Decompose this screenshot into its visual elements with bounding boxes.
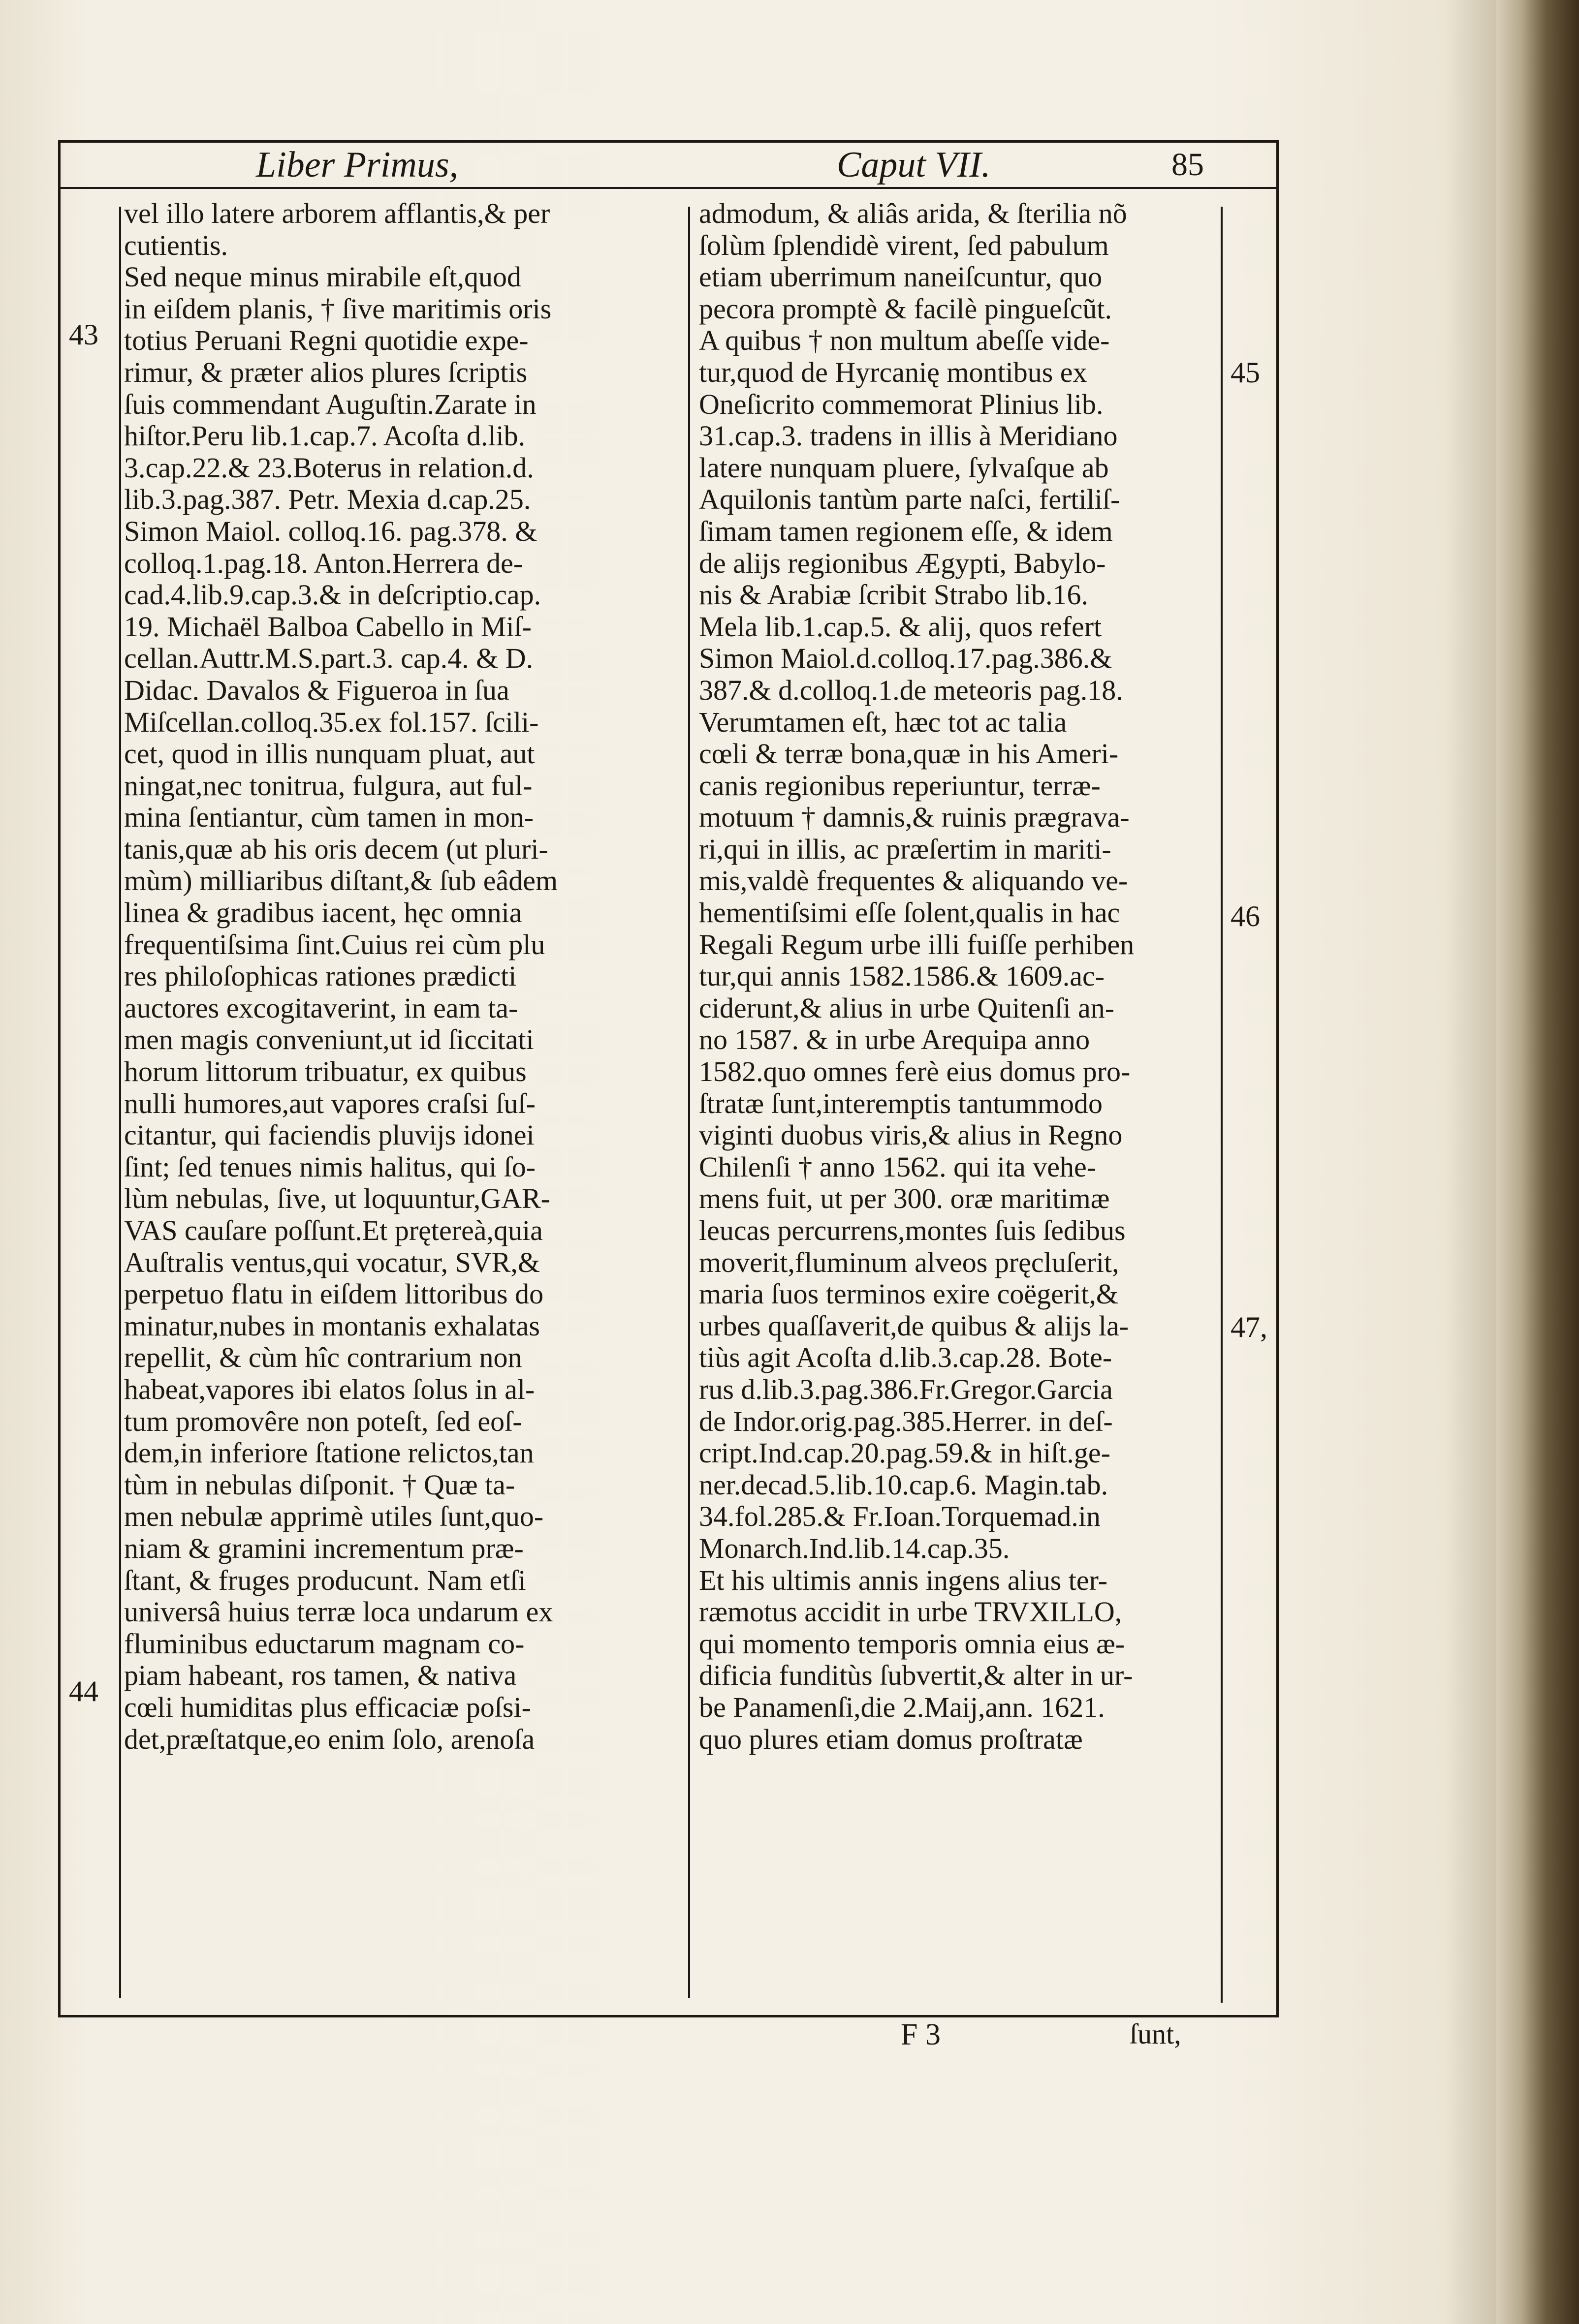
text-line: res philoſophicas rationes prædicti <box>124 960 517 992</box>
text-line: lib.3.pag.387. Petr. Mexia d.cap.25. <box>124 483 531 516</box>
text-line: piam habeant, ros tamen, & nativa <box>124 1659 517 1692</box>
text-line: tiùs agit Acoſta d.lib.3.cap.28. Bote- <box>699 1341 1112 1374</box>
text-line: latere nunquam pluere, ſylvaſque ab <box>699 451 1109 484</box>
text-line: 34.fol.285.& Fr.Ioan.Torquemad.in <box>699 1500 1101 1533</box>
text-line: Aquilonis tantùm parte naſci, fertiliſ- <box>699 483 1120 516</box>
page-number: 85 <box>1171 147 1204 183</box>
text-line: pecora promptè & facilè pingueſcũt. <box>699 292 1112 325</box>
text-line: auctores excogitaverint, in eam ta- <box>124 992 518 1024</box>
text-line: mis,valdè frequentes & aliquando ve- <box>699 865 1128 897</box>
text-line: universâ huius terræ loca undarum ex <box>124 1596 553 1628</box>
left-column-rule <box>119 207 121 1998</box>
text-line: frequentiſsima ſint.Cuius rei cùm plu <box>124 928 545 961</box>
text-line: urbes quaſſaverit,de quibus & alijs la- <box>699 1309 1129 1342</box>
text-line: dificia funditùs ſubvertit,& alter in ur- <box>699 1659 1133 1692</box>
text-line: cellan.Auttr.M.S.part.3. cap.4. & D. <box>124 642 534 675</box>
text-line: 1582.quo omnes ferè eius domus pro- <box>699 1055 1131 1088</box>
text-line: viginti duobus viris,& alius in Regno <box>699 1119 1123 1151</box>
text-line: lùm nebulas, ſive, ut loquuntur,GAR- <box>124 1182 550 1215</box>
text-line: motuum † damnis,& ruinis prægrava- <box>699 801 1130 834</box>
text-line: tur,quod de Hyrcanię montibus ex <box>699 356 1087 388</box>
text-line: 31.cap.3. tradens in illis à Meridiano <box>699 420 1118 452</box>
text-line: ſuis commendant Auguſtin.Zarate in <box>124 388 537 420</box>
text-line: Monarch.Ind.lib.14.cap.35. <box>699 1532 1010 1564</box>
text-line: in eiſdem planis, † ſive maritimis oris <box>124 292 552 325</box>
text-line: quo plures etiam domus proſtratæ <box>699 1723 1083 1755</box>
text-line: tùm in nebulas diſponit. † Quæ ta- <box>124 1468 515 1501</box>
text-line: Et his ultimis annis ingens alius ter- <box>699 1564 1108 1596</box>
text-line: 387.& d.colloq.1.de meteoris pag.18. <box>699 674 1123 706</box>
text-line: cript.Ind.cap.20.pag.59.& in hiſt.ge- <box>699 1437 1110 1469</box>
text-line: linea & gradibus iacent, hęc omnia <box>124 897 522 929</box>
signature-mark: F 3 <box>901 2018 941 2051</box>
margin-number-43: 43 <box>69 318 98 351</box>
text-line: niam & gramini incrementum præ- <box>124 1532 524 1564</box>
catchword: ſunt, <box>1130 2018 1181 2050</box>
text-line: horum littorum tribuatur, ex quibus <box>124 1055 527 1088</box>
text-line: minatur,nubes in montanis exhalatas <box>124 1309 540 1342</box>
running-head-right: Caput VII. <box>837 145 991 185</box>
text-line: Simon Maiol. colloq.16. pag.378. & <box>124 515 537 547</box>
text-line: de Indor.orig.pag.385.Herrer. in deſ- <box>699 1405 1113 1437</box>
text-line: mùm) milliaribus diſtant,& ſub eâdem <box>124 865 558 897</box>
text-line: cœli & terræ bona,quæ in his Ameri- <box>699 738 1119 770</box>
text-line: citantur, qui faciendis pluvijs idonei <box>124 1119 535 1151</box>
text-line: 3.cap.22.& 23.Boterus in relation.d. <box>124 451 534 484</box>
text-line: Sed neque minus mirabile eſt,quod <box>124 261 522 293</box>
text-line: ſint; ſed tenues nimis halitus, qui ſo- <box>124 1150 536 1183</box>
text-line: tur,qui annis 1582.1586.& 1609.ac- <box>699 960 1105 992</box>
text-line: colloq.1.pag.18. Anton.Herrera de- <box>124 547 523 579</box>
text-line: leucas percurrens,montes ſuis ſedibus <box>699 1214 1126 1246</box>
text-line: ſolùm ſplendidè virent, ſed pabulum <box>699 229 1109 261</box>
text-line: cutientis. <box>124 229 228 261</box>
text-line: nulli humores,aut vapores craſsi ſuſ- <box>124 1087 536 1119</box>
left-text-column <box>124 198 636 1755</box>
text-line: mens fuit, ut per 300. oræ maritimæ <box>699 1182 1110 1215</box>
text-line: ri,qui in illis, ac præſertim in mariti- <box>699 833 1111 865</box>
text-line: cad.4.lib.9.cap.3.& in deſcriptio.cap. <box>124 579 541 611</box>
text-line: Simon Maiol.d.colloq.17.pag.386.& <box>699 642 1112 675</box>
margin-number-46: 46 <box>1231 900 1260 932</box>
text-line: be Panamenſi,die 2.Maij,ann. 1621. <box>699 1691 1105 1723</box>
text-line: Miſcellan.colloq.35.ex fol.157. ſcili- <box>124 706 539 738</box>
margin-number-47: 47, <box>1231 1311 1267 1343</box>
text-line: habeat,vapores ibi elatos ſolus in al- <box>124 1373 535 1405</box>
text-line: Oneſicrito commemorat Plinius lib. <box>699 388 1104 420</box>
text-line: VAS cauſare poſſunt.Et prętereà,quia <box>124 1214 543 1246</box>
text-line: canis regionibus reperiuntur, terræ- <box>699 769 1101 802</box>
text-line: rimur, & præter alios plures ſcriptis <box>124 356 528 388</box>
center-column-rule <box>688 207 690 1998</box>
text-line: hiſtor.Peru lib.1.cap.7. Acoſta d.lib. <box>124 420 526 452</box>
text-line: ſtratæ ſunt,interemptis tantummodo <box>699 1087 1103 1119</box>
text-line: nis & Arabiæ ſcribit Strabo lib.16. <box>699 579 1089 611</box>
header-rule <box>58 187 1279 189</box>
text-line: totius Peruani Regni quotidie expe- <box>124 324 529 357</box>
text-line: Didac. Davalos & Figueroa in ſua <box>124 674 509 706</box>
text-line: ner.decad.5.lib.10.cap.6. Magin.tab. <box>699 1468 1108 1501</box>
text-line: men magis conveniunt,ut id ſiccitati <box>124 1023 534 1056</box>
text-line: hementiſsimi eſſe ſolent,qualis in hac <box>699 897 1120 929</box>
book-spine-edge <box>1496 0 1579 2324</box>
text-line: ræmotus accidit in urbe TRVXILLO, <box>699 1596 1122 1628</box>
text-line: qui momento temporis omnia eius æ- <box>699 1627 1125 1660</box>
text-line: ciderunt,& alius in urbe Quitenſi an- <box>699 992 1115 1024</box>
text-line: ningat,nec tonitrua, fulgura, aut ful- <box>124 769 533 802</box>
text-line: etiam uberrimum naneiſcuntur, quo <box>699 261 1103 293</box>
text-line: Chilenſi † anno 1562. qui ita vehe- <box>699 1150 1097 1183</box>
text-line: rus d.lib.3.pag.386.Fr.Gregor.Garcia <box>699 1373 1113 1405</box>
text-line: de alijs regionibus Ægypti, Babylo- <box>699 547 1106 579</box>
text-line: 19. Michaël Balboa Cabello in Miſ- <box>124 610 532 643</box>
text-line: fluminibus eductarum magnam co- <box>124 1627 525 1660</box>
text-line: tum promovêre non poteſt, ſed eoſ- <box>124 1405 522 1437</box>
text-line: dem,in inferiore ſtatione relictos,tan <box>124 1437 534 1469</box>
text-line: no 1587. & in urbe Arequipa anno <box>699 1023 1090 1056</box>
text-line: Regali Regum urbe illi fuiſſe perhiben <box>699 928 1135 961</box>
text-line: cœli humiditas plus efficaciæ poſsi- <box>124 1691 531 1723</box>
margin-number-44: 44 <box>69 1675 98 1707</box>
margin-number-45: 45 <box>1231 356 1260 389</box>
text-line: perpetuo flatu in eiſdem littoribus do <box>124 1278 544 1310</box>
text-line: men nebulæ apprimè utiles ſunt,quo- <box>124 1500 544 1533</box>
text-line: vel illo latere arborem afflantis,& per <box>124 197 550 229</box>
text-line: ſtant, & fruges producunt. Nam etſi <box>124 1564 526 1596</box>
text-line: det,præſtatque,eo enim ſolo, arenoſa <box>124 1723 535 1755</box>
text-line: mina ſentiantur, cùm tamen in mon- <box>124 801 534 834</box>
text-line: Mela lib.1.cap.5. & alij, quos refert <box>699 610 1102 643</box>
text-line: moverit,fluminum alveos pręcluſerit, <box>699 1246 1119 1278</box>
running-head-left: Liber Primus, <box>256 145 459 185</box>
text-line: Auſtralis ventus,qui vocatur, SVR,& <box>124 1246 540 1278</box>
text-line: ſimam tamen regionem eſſe, & idem <box>699 515 1113 547</box>
text-line: repellit, & cùm hîc contrarium non <box>124 1341 522 1374</box>
text-line: admodum, & aliâs arida, & ſterilia nõ <box>699 197 1127 229</box>
right-column-rule <box>1221 207 1223 2003</box>
text-line: A quibus † non multum abeſſe vide- <box>699 324 1110 357</box>
right-text-column <box>699 198 1221 1755</box>
text-line: cet, quod in illis nunquam pluat, aut <box>124 738 535 770</box>
text-line: Verumtamen eſt, hæc tot ac talia <box>699 706 1067 738</box>
text-line: tanis,quæ ab his oris decem (ut pluri- <box>124 833 548 865</box>
text-line: maria ſuos terminos exire coëgerit,& <box>699 1278 1118 1310</box>
